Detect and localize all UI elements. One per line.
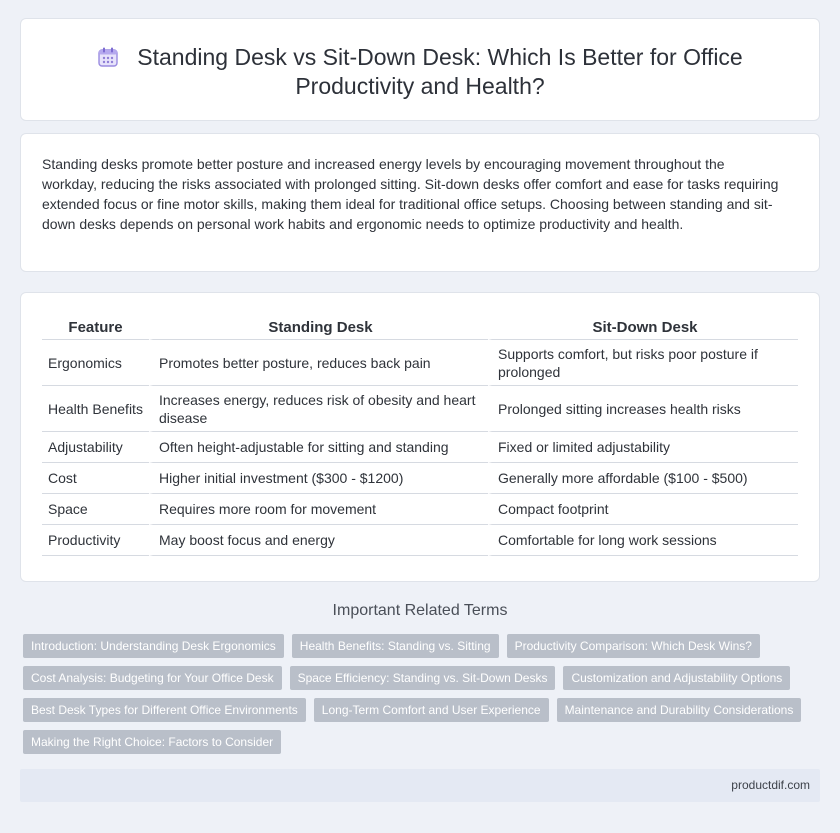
table-row — [42, 340, 798, 386]
table-header-row — [42, 315, 798, 340]
related-term-link[interactable]: Customization and Adjustability Options — [563, 666, 790, 690]
related-term-link[interactable]: Best Desk Types for Different Office Environments — [23, 698, 306, 722]
intro-card — [20, 133, 820, 272]
related-term-link[interactable]: Space Efficiency: Standing vs. Sit-Down Desks — [290, 666, 556, 690]
standing-cell: Increases energy, reduces risk of obesity and heart disease — [149, 386, 488, 432]
footer-bar — [20, 769, 820, 802]
standing-cell: May boost focus and energy — [149, 525, 488, 556]
feature-cell: Space — [42, 494, 149, 525]
related-terms-heading: Important Related Terms — [332, 602, 508, 619]
related-terms-list — [23, 634, 803, 754]
intro-paragraph: Standing desks promote better posture and increased energy levels by encouraging movement throughout the workday, reducing the risks associated with prolonged sitting. Sit-down desks offer comfort and ease for tasks requiring extended focus or fine motor skills, making them ideal for traditional office setups. Choosing between standing and sit-down desks depends on personal work habits and ergonomic needs to optimize productivity and health. — [42, 156, 779, 232]
sitting-cell: Supports comfort, but risks poor posture if prolonged — [488, 340, 798, 386]
feature-cell: Adjustability — [42, 432, 149, 463]
feature-cell: Productivity — [42, 525, 149, 556]
footer-site-name: productdif.com — [731, 778, 810, 792]
feature-cell: Ergonomics — [42, 340, 149, 386]
calendar-icon — [97, 46, 119, 68]
column-header-feature: Feature — [42, 315, 149, 340]
header-card — [20, 18, 820, 121]
column-header-sitting: Sit-Down Desk — [488, 315, 798, 340]
related-term-link[interactable]: Introduction: Understanding Desk Ergonomics — [23, 634, 284, 658]
sitting-cell: Compact footprint — [488, 494, 798, 525]
feature-cell: Cost — [42, 463, 149, 494]
table-row — [42, 463, 798, 494]
table-row — [42, 525, 798, 556]
table-row — [42, 494, 798, 525]
related-term-link[interactable]: Maintenance and Durability Considerations — [557, 698, 802, 722]
related-term-link[interactable]: Making the Right Choice: Factors to Consider — [23, 730, 281, 754]
sitting-cell: Prolonged sitting increases health risks — [488, 386, 798, 432]
standing-cell: Higher initial investment ($300 - $1200) — [149, 463, 488, 494]
sitting-cell: Fixed or limited adjustability — [488, 432, 798, 463]
sitting-cell: Comfortable for long work sessions — [488, 525, 798, 556]
table-row — [42, 386, 798, 432]
standing-cell: Promotes better posture, reduces back pain — [149, 340, 488, 386]
related-term-link[interactable]: Health Benefits: Standing vs. Sitting — [292, 634, 499, 658]
standing-cell: Requires more room for movement — [149, 494, 488, 525]
comparison-card — [20, 292, 820, 582]
related-term-link[interactable]: Long-Term Comfort and User Experience — [314, 698, 549, 722]
table-row — [42, 432, 798, 463]
standing-cell: Often height-adjustable for sitting and standing — [149, 432, 488, 463]
related-term-link[interactable]: Cost Analysis: Budgeting for Your Office Desk — [23, 666, 282, 690]
page-title — [21, 43, 819, 101]
column-header-standing: Standing Desk — [149, 315, 488, 340]
related-term-link[interactable]: Productivity Comparison: Which Desk Wins? — [507, 634, 760, 658]
sitting-cell: Generally more affordable ($100 - $500) — [488, 463, 798, 494]
feature-cell: Health Benefits — [42, 386, 149, 432]
page-title-text: Standing Desk vs Sit-Down Desk: Which Is Better for Office Productivity and Health? — [137, 44, 743, 99]
comparison-table — [42, 315, 798, 556]
